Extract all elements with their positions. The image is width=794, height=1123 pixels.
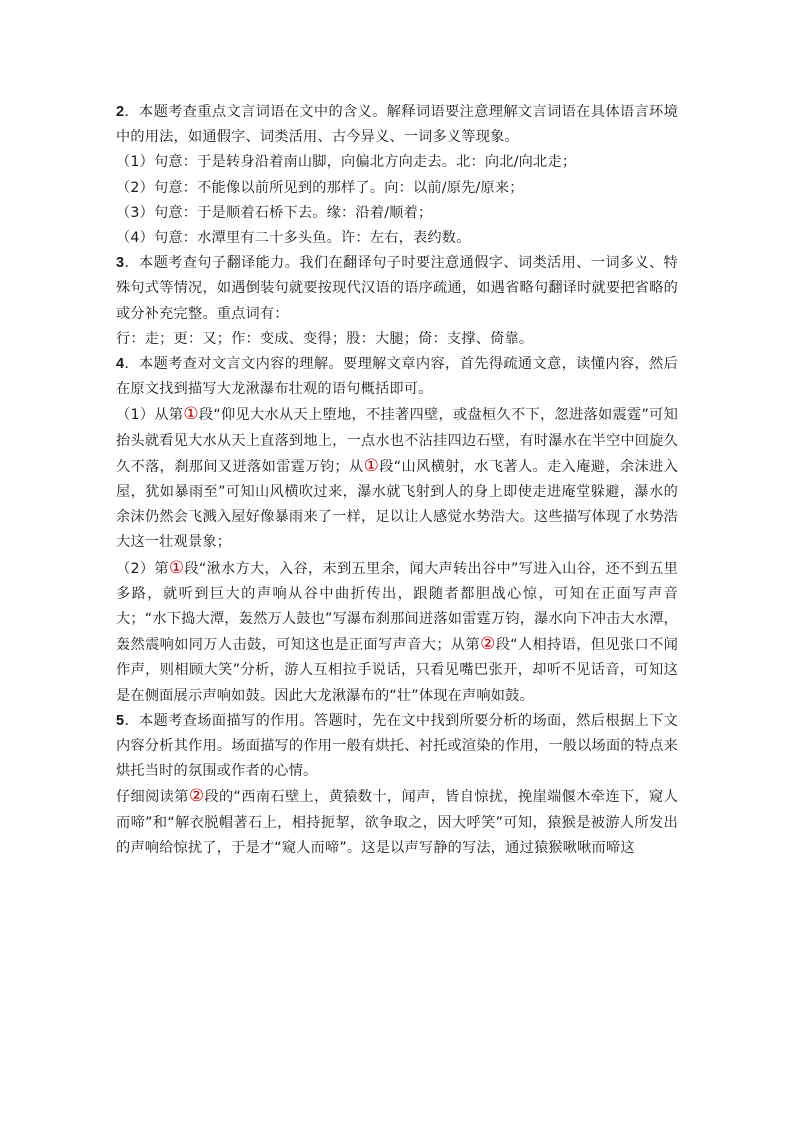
question-number: 4 [116, 356, 125, 373]
circled-number: ② [188, 786, 205, 807]
answer-5-analysis: 仔细阅读第②段的“西南石壁上，黄猿数十，闻声，皆自惊扰，挽崖端偃木牵连下，窥人而啼”和“解衣脱帽著石上，相持扼挈，欲争取之，因大呼笑”可知，猿猴是被游人所发出的声响给惊扰了，于是才“窥人而啼”。这是以声写静的写法，通过猿猴啾啾而啼这 [116, 786, 678, 856]
answer-4-item-2: （2）第①段“湫水方大，入谷，未到五里余，闻大声转出谷中”写进入山谷，还不到五里多路，就听到巨大的声响从谷中曲折传出，跟随者都胆战心惊，可知在正面写声音大；“水下捣大潭，轰然万人鼓也”写瀑布刹那间迸落如雷霆万钧，瀑水向下冲击大水潭，轰然震响如同万人击鼓，可知这也是正面写声音大；从第②段“人相持语，但见张口不闻作声，则相顾大笑”分析，游人互相拉手说话，只看见嘴巴张开，却听不见话音，可知这是在侧面展示声响如鼓。因此大龙湫瀑布的“壮”体现在声响如鼓。 [116, 557, 678, 704]
question-number: 2 [116, 104, 125, 120]
answer-2-item-1: （1）句意：于是转身沿着南山脚，向偏北方向走去。北：向北/向北走； [116, 154, 577, 171]
answer-4-item-1: （1）从第①段“仰见大水从天上堕地，不挂著四壁，或盘桓久不下，忽进落如震霆”可知抬头就看见大水从天上直落到地上，一点水也不沾挂四边石壁，有时瀑水在半空中回旋久久不落，刹那间又迸落如雷霆万钧；从①段“山风横射，水飞著人。走入庵避，余沫进入屋，犹如暴雨至”可知山风横吹过来，瀑水就飞射到人的身上即使走进庵堂躲避，瀑水的余沫仍然会飞溅入屋好像暴雨来了一样，足以让人感觉水势浩大。这些描写体现了水势浩大这一壮观景象； [116, 404, 678, 551]
circled-number: ② [480, 634, 496, 655]
answer-2-item-4: （4）句意：水潭里有二十多头鱼。许：左右，表约数。 [116, 230, 471, 247]
answer-4-intro: 4．本题考查对文言文内容的理解。要理解文章内容，首先得疏通文意，读懂内容，然后在原文找到描写大龙湫瀑布壮观的语句概括即可。 [116, 356, 678, 398]
circled-number: ① [168, 557, 185, 578]
question-number: 5 [116, 712, 125, 729]
answer-3-intro: 3．本题考查句子翻译能力。我们在翻译句子时要注意通假字、词类活用、一词多义、特殊句式等情况，如遇倒装句就要按现代汉语的语序疏通，如遇省略句翻译时就要把省略的或分补充完整。重点词有： [116, 255, 678, 322]
answer-3-key-words: 行：走；更：又；作：变成、变得；股：大腿；倚：支撑、倚靠。 [116, 330, 534, 347]
answer-explanation-page [116, 100, 678, 861]
question-number: 3 [116, 255, 125, 272]
answer-5-intro: 5．本题考查场面描写的作用。答题时，先在文中找到所要分析的场面，然后根据上下文内容分析其作用。场面描写的作用一般有烘托、衬托或渲染的作用，一般以场面的特点来烘托当时的氛围或作者的心情。 [116, 712, 678, 780]
circled-number: ① [363, 455, 380, 476]
answer-2-item-3: （3）句意：于是顺着石桥下去。缘：沿着/顺着； [116, 204, 433, 221]
answer-2-intro: 2．本题考查重点文言词语在文中的含义。解释词语要注意理解文言词语在具体语言环境中的用法，如通假字、词类活用、古今异义、一词多义等现象。 [116, 104, 678, 146]
answer-2-item-2: （2）句意：不能像以前所见到的那样了。向：以前/原先/原来； [116, 179, 524, 196]
circled-number: ① [183, 404, 199, 425]
